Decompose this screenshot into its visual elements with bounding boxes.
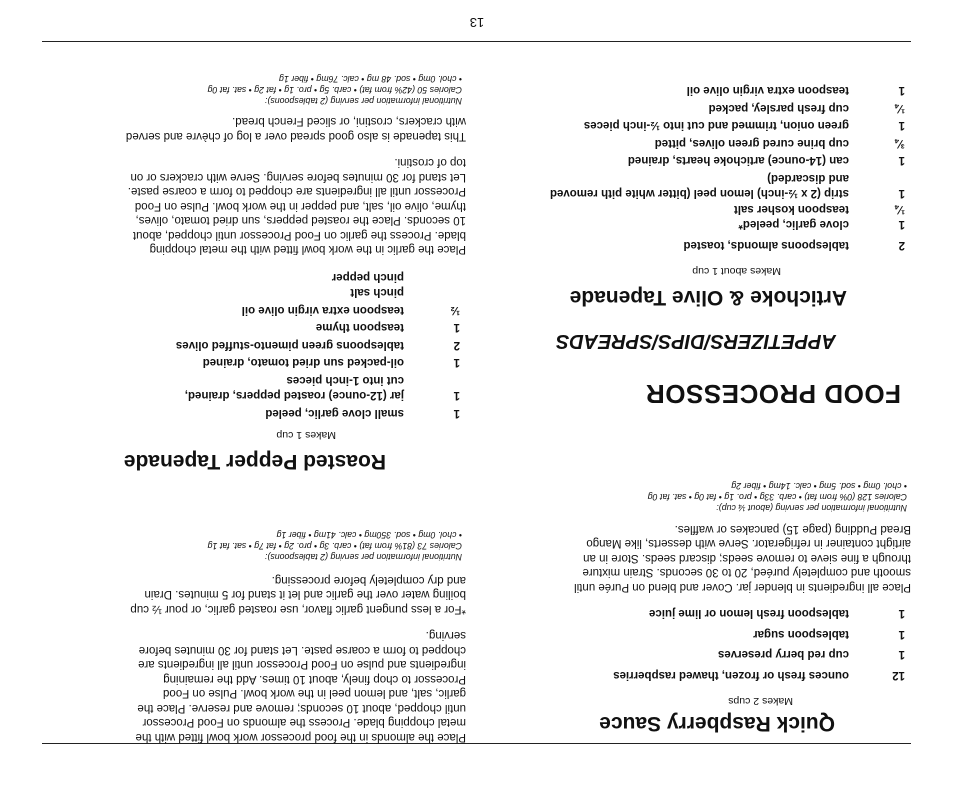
ingredient-row: 1 can (14-ounce) artichoke hearts, drained	[627, 154, 905, 167]
recipe-method: Place all ingredients in blender jar. Cover and blend on Purée until smooth and completely puréed, 20 to 30 seconds. Strain mixture through a fine sieve to remove seeds; discard seeds. Store in an airtight container in refrigerator. Serve with desserts, like Mango Bread Pudding (page 15) pancakes or waffles.	[574, 523, 911, 593]
ingredient-row: ¾ cup brine cured green olives, pitted	[654, 137, 905, 149]
ingredient-row: 1 clove garlic, peeled*	[738, 218, 905, 231]
ingredient-list	[491, 82, 911, 252]
ingredient-row: 1 cup red berry preserves	[717, 648, 905, 661]
ingredient-row: 1 teaspoon extra virgin olive oil	[686, 84, 905, 97]
ingredient-list	[46, 269, 466, 421]
ingredient-row: 2 tablespoons green pimento-stuffed olives	[175, 339, 460, 351]
section-header	[491, 329, 911, 409]
ingredient-row: 1 small clove garlic, peeled	[265, 407, 460, 419]
ingredient-row: pinch salt	[350, 286, 404, 299]
nutrition-info: Nutritional information per serving (2 tablespoons): Calories 50 (42% from fat) • carb. 5g • pro. 1g • fat 2g • sat. fat 0g • chol. 0mg • sod. 48 mg • calc. 76mg • fiber 1g	[207, 74, 462, 106]
artichoke-olive-tapenade	[491, 82, 911, 310]
serving-note: This tapenade is also good spread over a log of chèvre and served with crackers, crostini, or sliced French bread.	[125, 115, 466, 142]
ingredient-row: and discarded)	[767, 172, 849, 184]
ingredient-row: 1 tablespoon sugar	[753, 628, 905, 640]
ingredient-row: ¼ cup fresh parsley, packed	[708, 102, 905, 114]
ingredient-row: 1 jar (12-ounce) roasted peppers, drained,	[184, 389, 460, 402]
recipe-yield: Makes 2 cups	[728, 695, 793, 707]
ingredient-row: 1 strip (2 x ½-inch) lemon peel (bitter white pith removed	[549, 187, 905, 200]
recipe-title: Quick Raspberry Sauce	[599, 712, 835, 735]
nutrition-info: Nutritional information per serving (2 tablespoons): Calories 73 (81% from fat) • carb. 3g • pro. 2g • fat 7g • sat. fat 1g • chol. 0mg • sod. 350mg • calc. 41mg • fiber 1g	[207, 530, 462, 563]
category-title: APPETIZERS/DIPS/SPREADS	[555, 330, 836, 352]
nutrition-info: Nutritional information per serving (about ¼ cup): Calories 128 (0% from fat) • carb. 33g • pro. 1g • fat 0g • sat. fat 0g • chol. 0mg • sod. 5mg • calc. 14mg • fiber 2g	[647, 481, 907, 514]
ingredient-row: 2 tablespoons almonds, toasted	[683, 239, 905, 251]
ingredient-row: 1 oil-packed sun dried tomato, drained	[202, 356, 460, 369]
ingredient-row: cut into 1-inch pieces	[286, 374, 404, 386]
recipe-method: Place the garlic in the work bowl fitted with the metal chopping blade. Process the garlic on Food Processor until chopped, about 10 seconds. Place the roasted peppers, sun dried tomato, olives, thyme, olive oil, salt, and pepper in the work bowl. Pulse on Food Processor until all ingredients are chopped to form a coarse paste. Let stand for 30 minutes before serving. Serve with crackers or on top of crostini.	[127, 156, 466, 256]
ingredient-row: ¼ teaspoon kosher salt	[733, 203, 905, 215]
bottom-rule	[42, 41, 911, 42]
ingredient-row: ½ teaspoon extra virgin olive oil	[241, 304, 460, 316]
left-column	[491, 44, 911, 744]
artichoke-tapenade-method	[46, 530, 466, 745]
section-title: FOOD PROCESSOR	[645, 379, 901, 409]
ingredient-row: 1 teaspoon thyme	[315, 321, 460, 334]
ingredient-list	[491, 605, 911, 682]
ingredient-row: 1 green onion, trimmed and cut into ½-inch pieces	[583, 119, 905, 132]
quick-raspberry-sauce	[491, 481, 911, 737]
roasted-pepper-tapenade	[46, 73, 466, 474]
recipe-yield: Makes 1 cup	[276, 429, 336, 441]
garlic-footnote: *For a less pungent garlic flavor, use roasted garlic, or pour ½ cup boiling water over the garlic and let it stand for 5 minutes. Drain and dry completely before processing.	[130, 574, 466, 615]
page-number: 13	[469, 15, 485, 30]
recipe-title: Artichoke & Olive Tapenade	[569, 286, 847, 309]
right-column	[46, 44, 466, 744]
ingredient-row: 1 tablespoon fresh lemon or lime juice	[648, 607, 905, 620]
ingredient-row: 12 ounces fresh or frozen, thawed raspberries	[613, 669, 905, 681]
ingredient-row: pinch pepper	[331, 271, 404, 283]
recipe-yield: Makes about 1 cup	[692, 265, 781, 277]
recipe-title: Roasted Pepper Tapenade	[123, 450, 386, 473]
recipe-method: Place the almonds in the food processor work bowl fitted with the metal chopping blade. Process the almonds on Food Processor until chopped, about 10 seconds; remove and reserve. Place the garlic, salt, and lemon peel in the work bowl. Pulse on Food Processor to chop finely, about 10 times. Add the remaining ingredients and pulse on Food Processor until all ingredients are chopped to form a coarse paste. Let stand for 30 minutes before serving.	[135, 629, 466, 743]
